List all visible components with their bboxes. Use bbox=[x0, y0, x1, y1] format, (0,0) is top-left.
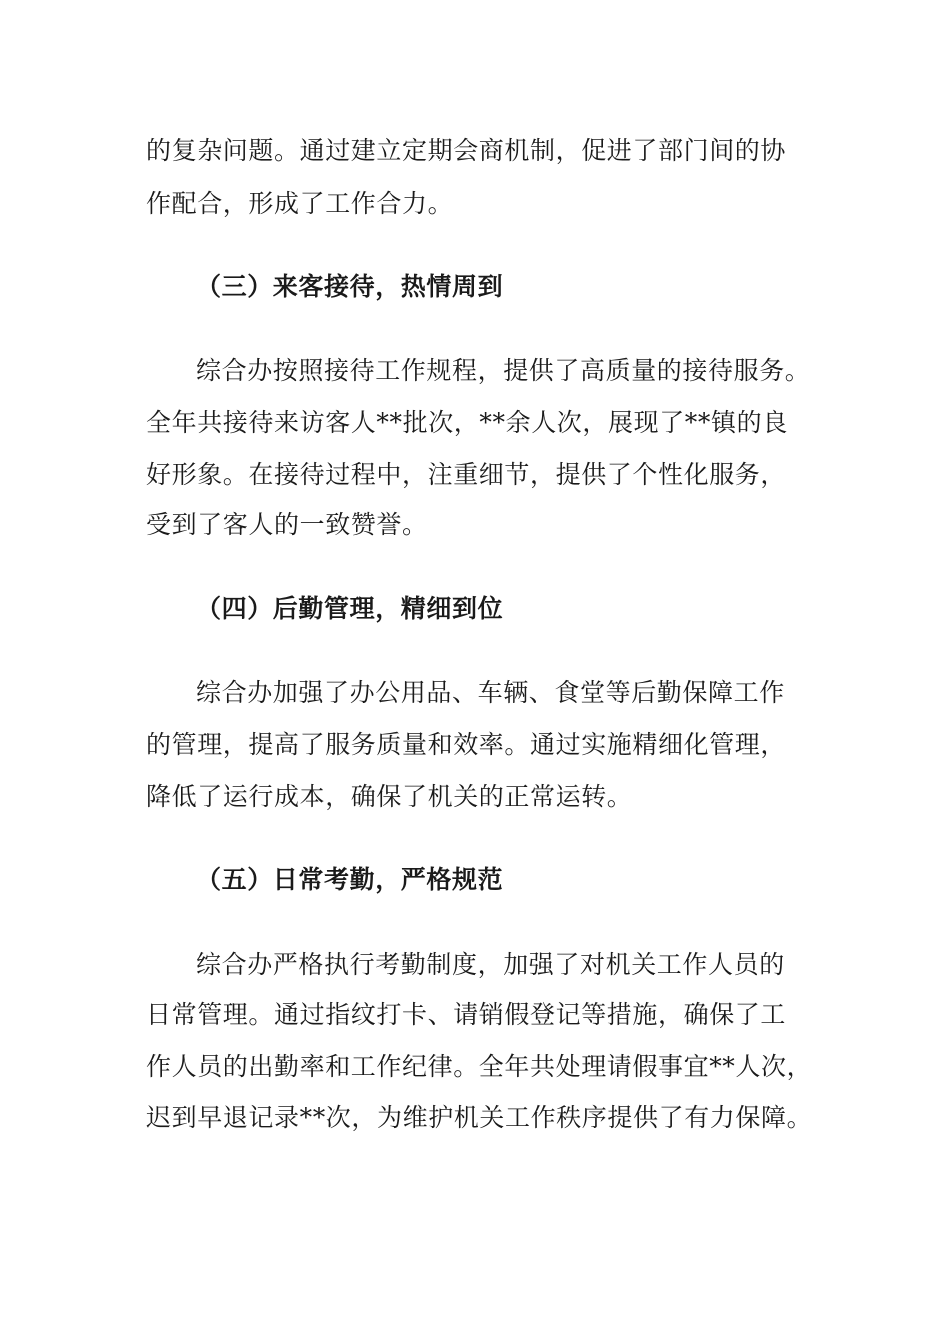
paragraph-line: 降低了运行成本，确保了机关的正常运转。 bbox=[146, 782, 633, 811]
paragraph-line: 综合办按照接待工作规程，提供了高质量的接待服务。 bbox=[196, 356, 811, 385]
paragraph-line: 综合办严格执行考勤制度，加强了对机关工作人员的 bbox=[196, 950, 785, 979]
paragraph-line: 迟到早退记录**次，为维护机关工作秩序提供了有力保障。 bbox=[146, 1103, 813, 1132]
paragraph-line: 全年共接待来访客人**批次，**余人次，展现了**镇的良 bbox=[146, 408, 788, 437]
paragraph-line: 的复杂问题。通过建立定期会商机制，促进了部门间的协 bbox=[146, 136, 787, 165]
paragraph-line: 日常管理。通过指纹打卡、请销假登记等措施，确保了工 bbox=[146, 1000, 787, 1029]
paragraph-line: 的管理，提高了服务质量和效率。通过实施精细化管理， bbox=[146, 730, 787, 759]
section-heading-5: （五）日常考勤，严格规范 bbox=[196, 865, 504, 894]
paragraph-line: 好形象。在接待过程中，注重细节，提供了个性化服务， bbox=[146, 460, 787, 489]
paragraph-line: 作配合，形成了工作合力。 bbox=[146, 189, 454, 218]
section-heading-4: （四）后勤管理，精细到位 bbox=[196, 594, 504, 623]
paragraph-line: 受到了客人的一致赞誉。 bbox=[146, 510, 428, 539]
paragraph-line: 作人员的出勤率和工作纪律。全年共处理请假事宜**人次， bbox=[146, 1052, 813, 1081]
section-heading-3: （三）来客接待，热情周到 bbox=[196, 272, 504, 301]
paragraph-line: 综合办加强了办公用品、车辆、食堂等后勤保障工作 bbox=[196, 678, 785, 707]
